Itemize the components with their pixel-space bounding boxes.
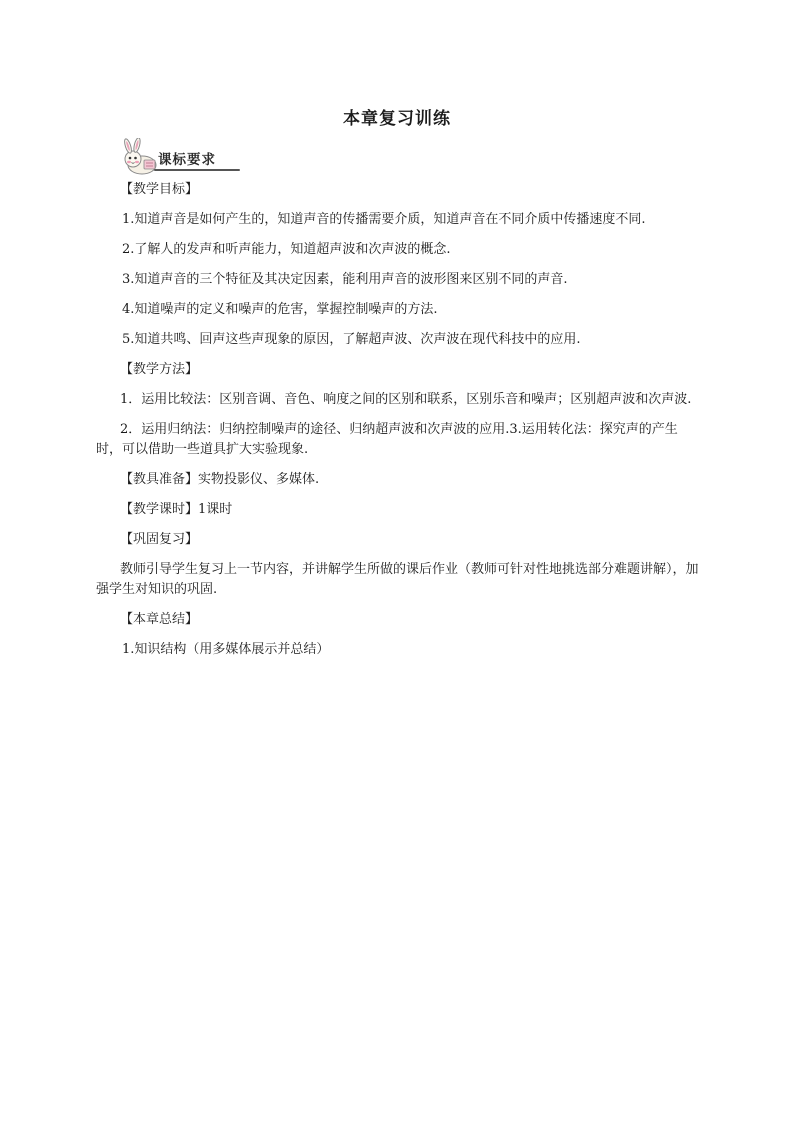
goal-item-1: 1.知道声音是如何产生的，知道声音的传播需要介质，知道声音在不同介质中传播速度不同. (122, 212, 646, 227)
review-paragraph: 教师引导学生复习上一节内容，并讲解学生所做的课后作业（教师可针对性地挑选部分难题讲解），加强学生对知识的巩固. (96, 562, 699, 597)
section-banner (120, 138, 242, 176)
goal-item-3: 3.知道声音的三个特征及其决定因素，能利用声音的波形图来区别不同的声音. (122, 272, 568, 287)
goal-item-4: 4.知道噪声的定义和噪声的危害，掌握控制噪声的方法. (122, 302, 438, 317)
methods-heading: 【教学方法】 (120, 362, 199, 377)
goal-item-2: 2.了解人的发声和听声能力，知道超声波和次声波的概念. (122, 242, 451, 257)
method-item-2: 2．运用归纳法：归纳控制噪声的途径、归纳超声波和次声波的应用.3.运用转化法：探究声的产生时，可以借助一些道具扩大实验现象. (96, 422, 678, 457)
goal-item-5: 5.知道共鸣、回声这些声现象的原因，了解超声波、次声波在现代科技中的应用. (122, 332, 581, 347)
summary-heading: 【本章总结】 (120, 612, 199, 627)
goals-heading: 【教学目标】 (120, 182, 199, 197)
document-body (96, 180, 700, 670)
tools-line: 【教具准备】实物投影仪、多媒体. (120, 472, 320, 487)
review-heading: 【巩固复习】 (120, 532, 199, 547)
method-item-1: 1．运用比较法：区别音调、音色、响度之间的区别和联系，区别乐音和噪声；区别超声波和次声波. (120, 392, 692, 407)
banner-underline (154, 169, 240, 171)
summary-item-1: 1.知识结构（用多媒体展示并总结） (122, 642, 330, 657)
page-title: 本章复习训练 (343, 109, 451, 129)
hours-line: 【教学课时】1课时 (120, 502, 233, 517)
banner-label: 课标要求 (158, 152, 216, 168)
